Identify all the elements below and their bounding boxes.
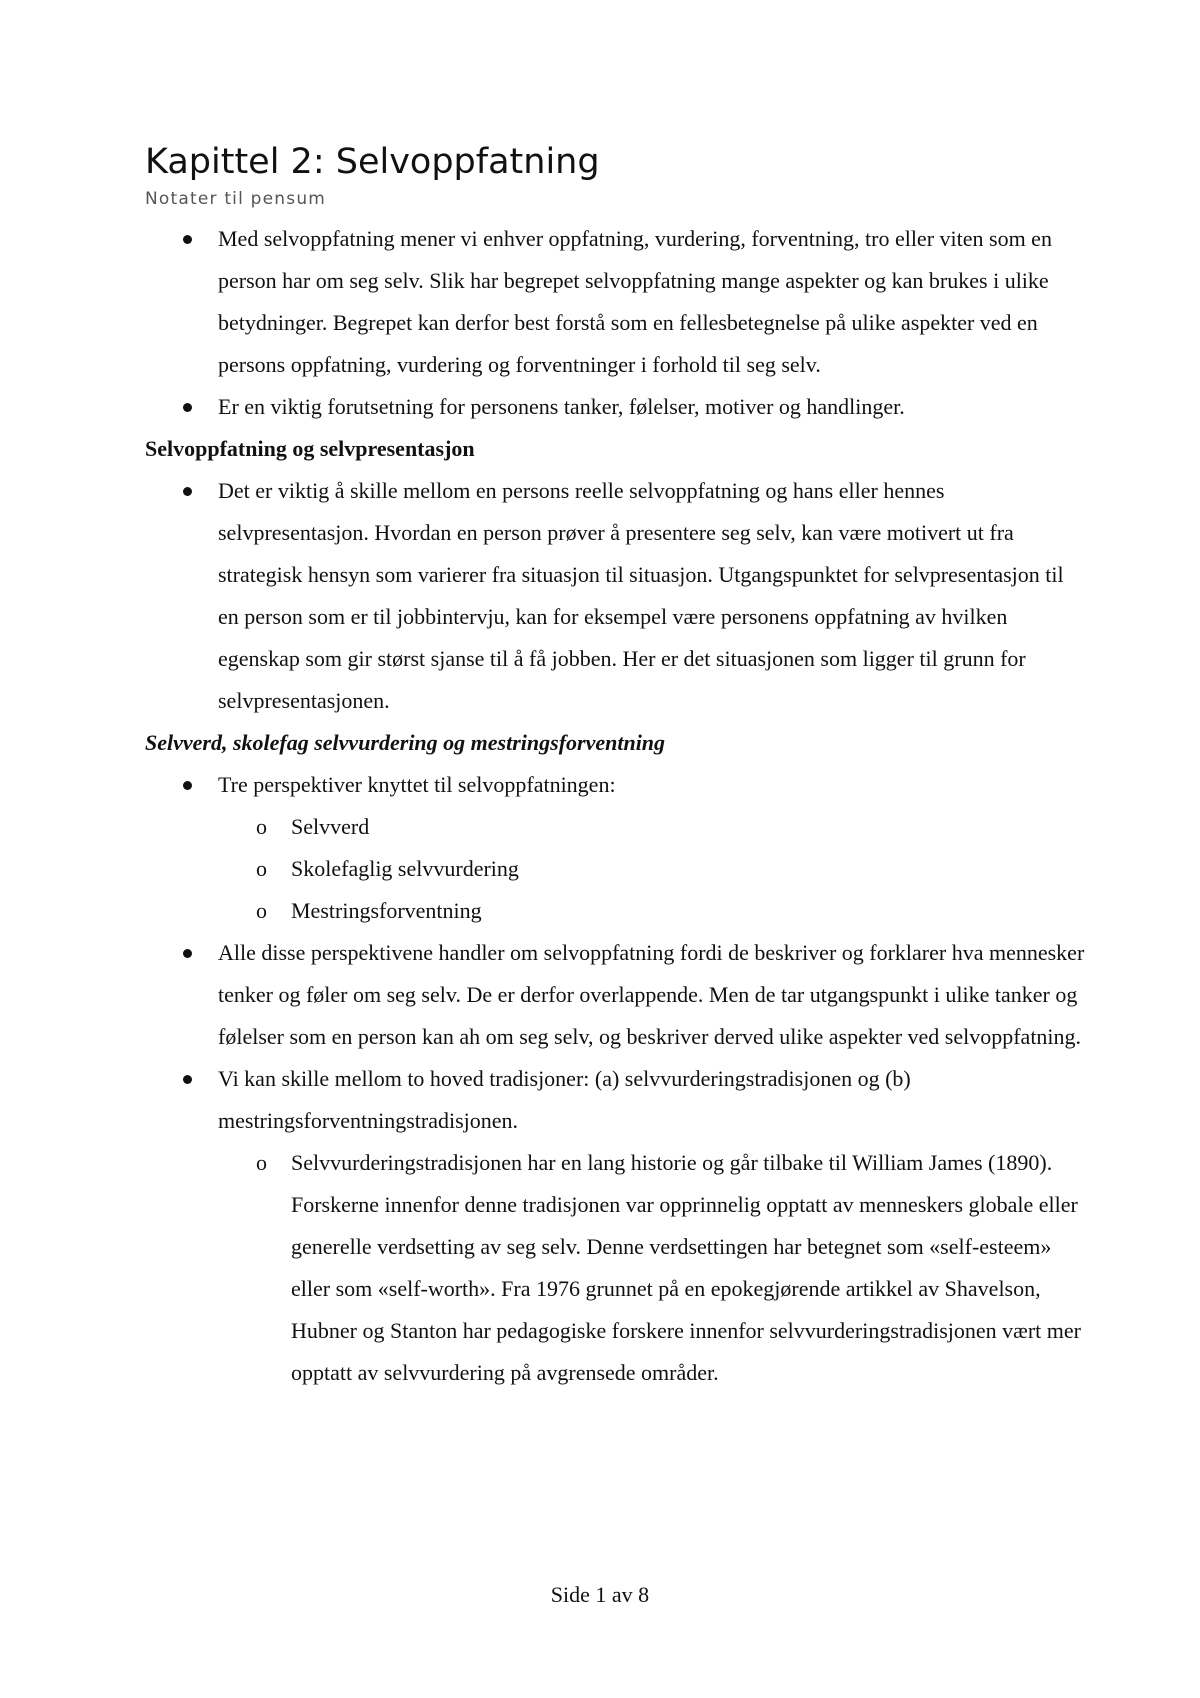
sub-list-item-text: Selvvurderingstradisjonen har en lang historie og går tilbake til William James (1890). Forskerne innenfor denne tradisjonen var opprinnelig opptatt av menneskers globale eller generelle verdsetting av seg selv. Denne verdsettingen har betegnet som «self-esteem» eller som «self-worth». Fra 1976 grunnet på en epokegjørende artikkel av Shavelson, Hubner og Stanton har pedagogiske forskere innenfor selvvurderingstradisjonen vært mer opptatt av selvvurdering på avgrensede områder. <box>291 1150 1081 1385</box>
list-item-text: Er en viktig forutsetning for personens tanker, følelser, motiver og handlinger. <box>218 394 905 419</box>
bullet-icon <box>183 487 192 496</box>
list-item-text: Tre perspektiver knyttet til selvoppfatningen: <box>218 772 616 797</box>
sub-list-item <box>218 1142 1085 1394</box>
list-item-text: Med selvoppfatning mener vi enhver oppfatning, vurdering, forventning, tro eller viten som en person har om seg selv. Slik har begrepet selvoppfatning mange aspekter og kan brukes i ulike betydninger. Begrepet kan derfor best forstå som en fellesbetegnelse på ulike aspekter ved en persons oppfatning, vurdering og forventninger i forhold til seg selv. <box>218 226 1052 377</box>
page-content <box>145 140 1085 1394</box>
section-heading: Selvverd, skolefag selvvurdering og mestringsforventning <box>145 730 666 755</box>
sub-list-item <box>218 848 1085 890</box>
sub-list-item-text: Selvverd <box>291 814 370 839</box>
sub-list-item <box>218 806 1085 848</box>
bullet-icon <box>183 235 192 244</box>
circle-bullet-icon: o <box>256 814 267 839</box>
sub-list-item-text: Skolefaglig selvvurdering <box>291 856 519 881</box>
section3-list <box>145 764 1085 1394</box>
sub-list-item-text: Mestringsforventning <box>291 898 482 923</box>
list-item <box>145 932 1085 1058</box>
list-item <box>145 470 1085 722</box>
bullet-icon <box>183 781 192 790</box>
section-heading: Selvoppfatning og selvpresentasjon <box>145 436 475 461</box>
list-item <box>145 764 1085 932</box>
circle-bullet-icon: o <box>256 898 267 923</box>
page-footer: Side 1 av 8 <box>550 1582 650 1607</box>
sub-list-item <box>218 890 1085 932</box>
page-title: Kapittel 2: Selvoppfatning <box>145 142 600 182</box>
section1-list <box>145 218 1085 428</box>
list-item <box>145 386 1085 428</box>
page-subtitle: Notater til pensum <box>145 189 327 209</box>
circle-bullet-icon: o <box>256 1150 267 1175</box>
list-item <box>145 218 1085 386</box>
section2-list <box>145 470 1085 722</box>
list-item-text: Vi kan skille mellom to hoved tradisjoner: (a) selvvurderingstradisjonen og (b) mestringsforventningstradisjonen. <box>218 1066 911 1133</box>
sub-list <box>218 1142 1085 1394</box>
bullet-icon <box>183 1075 192 1084</box>
bullet-icon <box>183 403 192 412</box>
sub-list <box>218 806 1085 932</box>
bullet-icon <box>183 949 192 958</box>
list-item <box>145 1058 1085 1394</box>
list-item-text: Det er viktig å skille mellom en persons reelle selvoppfatning og hans eller hennes selvpresentasjon. Hvordan en person prøver å presentere seg selv, kan være motivert ut fra strategisk hensyn som varierer fra situasjon til situasjon. Utgangspunktet for selvpresentasjon til en person som er til jobbintervju, kan for eksempel være personens oppfatning av hvilken egenskap som gir størst sjanse til å få jobben. Her er det situasjonen som ligger til grunn for selvpresentasjonen. <box>218 478 1064 713</box>
list-item-text: Alle disse perspektivene handler om selvoppfatning fordi de beskriver og forklarer hva mennesker tenker og føler om seg selv. De er derfor overlappende. Men de tar utgangspunkt i ulike tanker og følelser som en person kan ah om seg selv, og beskriver derved ulike aspekter ved selvoppfatning. <box>218 940 1085 1049</box>
circle-bullet-icon: o <box>256 856 267 881</box>
